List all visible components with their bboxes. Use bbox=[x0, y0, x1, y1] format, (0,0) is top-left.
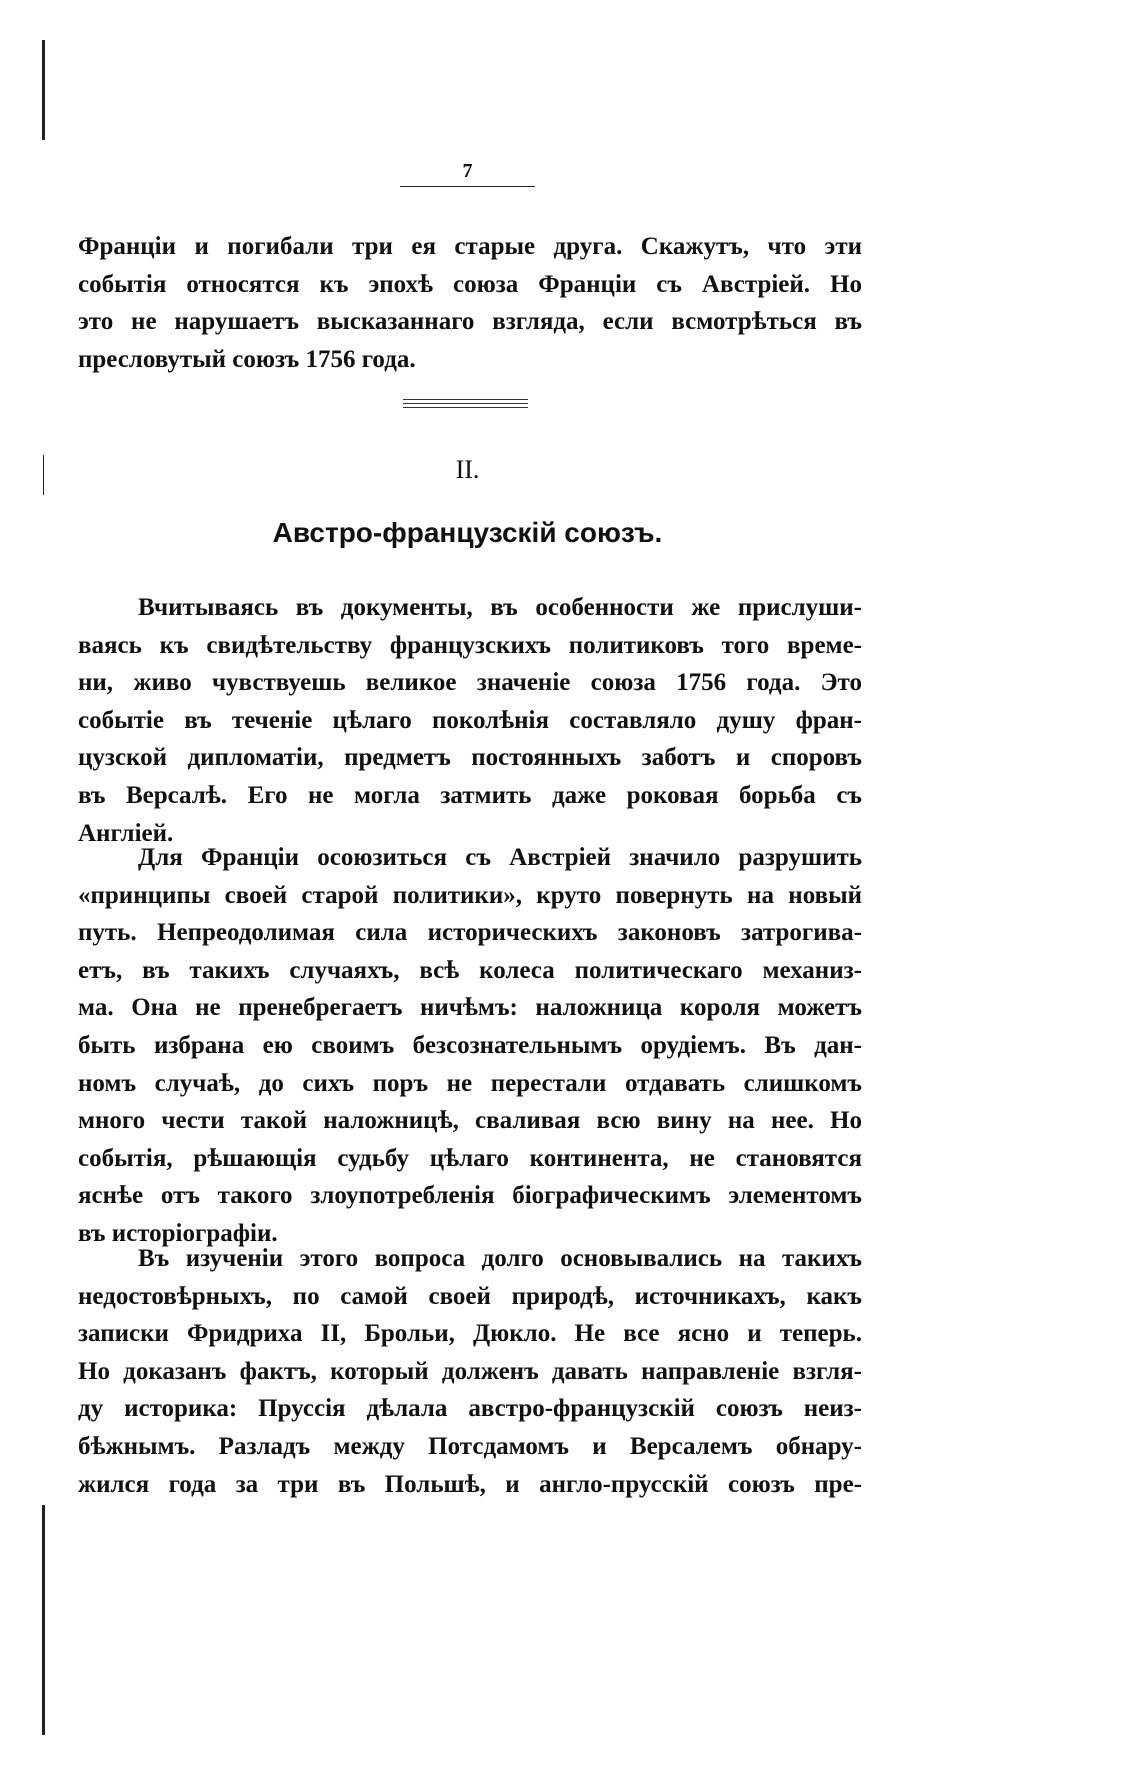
text-line: Но доказанъ фактъ, который долженъ давать направленіе взгля- bbox=[78, 1357, 862, 1385]
text-line: Франціи и погибали три ея старые друга. Скажутъ, что эти bbox=[78, 233, 862, 260]
text-line: путь. Непреодолимая сила историческихъ законовъ затрогива- bbox=[78, 919, 862, 947]
text-line: пресловутый союзъ 1756 года. bbox=[78, 345, 416, 373]
intro-paragraph bbox=[78, 228, 862, 378]
section-number: II. bbox=[455, 455, 480, 484]
text-line: это не нарушаетъ высказаннаго взгляда, если всмотрѣться въ bbox=[78, 308, 862, 336]
section-separator-rule bbox=[403, 403, 528, 404]
text-line: событія, рѣшающія судьбу цѣлаго континента, не становятся bbox=[78, 1144, 862, 1172]
body-paragraph-2 bbox=[78, 839, 862, 1253]
text-line: Англіей. bbox=[78, 819, 174, 847]
text-line: событія относятся къ эпохѣ союза Франціи съ Австріей. Но bbox=[78, 270, 862, 298]
text-line: Вчитываясь въ документы, въ особенности же прислуши- bbox=[138, 594, 862, 621]
body-paragraph-1 bbox=[78, 589, 862, 852]
text-line: яснѣе отъ такого злоупотребленія біографическимъ элементомъ bbox=[78, 1182, 862, 1210]
text-line: «принципы своей старой политики», круто повернуть на новый bbox=[78, 881, 862, 909]
text-line: событіе въ теченіе цѣлаго поколѣнія составляло душу фран- bbox=[78, 706, 862, 734]
text-line: етъ, въ такихъ случаяхъ, всѣ колеса политическаго механиз- bbox=[78, 956, 862, 984]
scan-edge-mark-bottom bbox=[42, 1505, 45, 1735]
page-number-rule bbox=[400, 186, 535, 187]
text-line: ваясь къ свидѣтельству французскихъ политиковъ того време- bbox=[78, 631, 862, 659]
text-line: жился года за три въ Польшѣ, и англо-прусскій союзъ пре- bbox=[78, 1470, 862, 1498]
text-line: быть избрана ею своимъ безсознательнымъ орудіемъ. Въ дан- bbox=[78, 1031, 862, 1059]
text-line: Въ изученіи этого вопроса долго основывались на такихъ bbox=[138, 1245, 862, 1272]
text-line: номъ случаѣ, до сихъ поръ не перестали отдавать слишкомъ bbox=[78, 1069, 862, 1097]
section-title: Австро-французскій союзъ. bbox=[272, 517, 663, 548]
text-line: въ Версалѣ. Его не могла затмить даже роковая борьба съ bbox=[78, 781, 862, 809]
scan-edge-mark-top bbox=[42, 40, 45, 140]
text-line: записки Фридриха II, Брольи, Дюкло. Не все ясно и теперь. bbox=[78, 1320, 862, 1348]
text-line: ма. Она не пренебрегаетъ ничѣмъ: наложница короля можетъ bbox=[78, 994, 862, 1022]
body-paragraph-3 bbox=[78, 1240, 862, 1503]
text-line: ду историка: Пруссія дѣлала австро-французскій союзъ неиз- bbox=[78, 1395, 862, 1423]
text-line: цузской дипломатіи, предметъ постоянныхъ заботъ и споровъ bbox=[78, 744, 862, 772]
text-line: въ исторіографіи. bbox=[78, 1219, 278, 1247]
page-number: 7 bbox=[462, 160, 473, 182]
text-line: много чести такой наложницѣ, сваливая всю вину на нее. Но bbox=[78, 1107, 862, 1135]
scan-edge-mark-middle bbox=[43, 455, 44, 495]
text-line: бѣжнымъ. Разладъ между Потсдамомъ и Версалемъ обнару- bbox=[78, 1432, 862, 1460]
text-line: недостовѣрныхъ, по самой своей природѣ, источникахъ, какъ bbox=[78, 1282, 862, 1310]
section-separator-rule bbox=[403, 407, 528, 408]
section-separator-rule bbox=[403, 399, 528, 400]
text-line: Для Франціи осоюзиться съ Австріей значило разрушить bbox=[138, 844, 862, 871]
text-line: ни, живо чувствуешь великое значеніе союза 1756 года. Это bbox=[78, 669, 862, 697]
